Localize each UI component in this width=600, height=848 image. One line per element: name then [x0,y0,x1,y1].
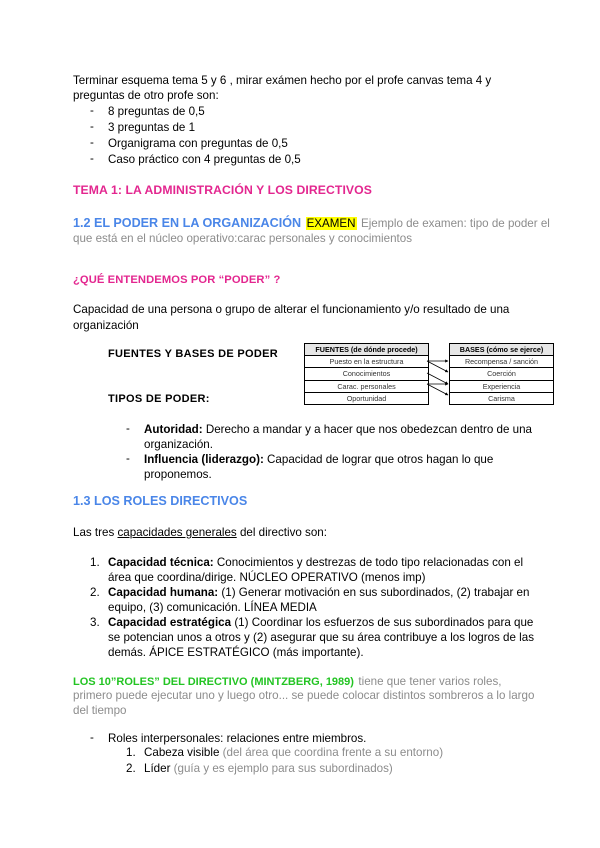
connector-arrows [426,343,451,405]
table-row: Coerción [450,368,553,380]
autoridad-text: Derecho a mandar y a hacer que nos obedezcan dentro de una [205,423,532,436]
bullet-dash: - [90,152,94,165]
capacidad-term: Capacidad técnica: [108,556,214,569]
arrow [427,361,448,372]
rol-term: Cabeza visible [144,746,220,759]
rol-note: (guía y es ejemplo para sus subordinados) [173,762,393,775]
rol-cabeza-visible [144,745,443,760]
capacidad-humana [108,585,529,600]
section-note-2: que está en el núcleo operativo:carac personales y conocimientos [73,232,412,245]
table-row: Puesto en la estructura [305,356,428,368]
intro-line-2: preguntas de otro profe son: [73,89,219,102]
table-header: BASES (cómo se ejerce) [450,344,553,356]
bullet-dash: - [126,422,130,435]
capacidad-text-2: equipo, (3) comunicación. LÍNEA MEDIA [108,601,317,614]
list-number: 1. [126,746,136,759]
autoridad-text-2: organización. [144,438,213,451]
list-item: 8 preguntas de 0,5 [108,105,205,118]
list-number: 2. [90,586,100,599]
section-1-2-heading [73,214,550,232]
table-row: Experiencia [450,381,553,393]
fuentes-label: FUENTES Y BASES DE PODER [108,348,278,360]
tema-title: TEMA 1: LA ADMINISTRACIÓN Y LOS DIRECTIVOS [73,183,372,197]
capacidad-text-2: área que coordina/dirige. NÚCLEO OPERATIVO (menos imp) [108,571,426,584]
list-number: 3. [90,616,100,629]
rol-note: (del área que coordina frente a su entorno) [222,746,444,759]
exam-badge: EXAMEN [306,217,356,230]
roles-note: tiene que tener varios roles, [358,675,502,688]
tipos-label: TIPOS DE PODER: [108,393,210,405]
capacidad-text-2: se potencian unos a otros y (2) asegurar que su área contribuye a los logros de las [108,631,534,644]
list-number: 1. [90,556,100,569]
section-note: Ejemplo de examen: tipo de poder el [361,217,550,230]
list-item: Caso práctico con 4 preguntas de 0,5 [108,153,301,166]
fuentes-table [304,343,429,405]
rol-term: Líder [144,762,171,775]
bullet-dash: - [90,120,94,133]
bullet-dash: - [90,731,94,744]
influencia-item [144,452,493,467]
roles-heading: LOS 10”ROLES” DEL DIRECTIVO (MINTZBERG, 1989) [73,676,354,688]
roles-note-3: del tiempo [73,704,127,717]
list-item: Organigrama con preguntas de 0,5 [108,137,288,150]
intro-line-1: Terminar esquema tema 5 y 6 , mirar exámen hecho por el profe canvas tema 4 y [73,74,492,87]
influencia-text: Capacidad de lograr que otros hagan lo que [267,453,494,466]
list-item: 3 preguntas de 1 [108,121,196,134]
roles-interpersonales: Roles interpersonales: relaciones entre miembros. [108,732,367,745]
rol-lider [144,761,393,776]
capacidad-text: (1) Coordinar los esfuerzos de sus subordinados para que [234,616,534,629]
table-row: Carisma [488,393,515,403]
influencia-term: Influencia (liderazgo): [144,453,264,466]
capacidad-term: Capacidad estratégica [108,616,232,629]
bullet-dash: - [126,452,130,465]
table-row: Recompensa / sanción [450,356,553,368]
autoridad-term: Autoridad: [144,423,203,436]
bases-table [449,343,554,405]
capacidad-text-3: demás. ÁPICE ESTRATÉGICO (más importante). [108,646,364,659]
table-row: Conocimientos [305,368,428,380]
bullet-dash: - [90,104,94,117]
poder-definition-2: organización [73,319,139,332]
table-row: Carac. personales [305,381,428,393]
arrow [427,373,448,384]
capacidad-tecnica [108,555,523,570]
capacidades-intro [73,525,327,540]
bullet-dash: - [90,136,94,149]
intro-text: Las tres [73,526,115,539]
influencia-text-2: proponemos. [144,468,212,481]
intro-text: del directivo son: [239,526,327,539]
poder-heading: ¿QUÉ ENTENDEMOS POR “PODER” ? [73,274,281,286]
arrow [427,384,448,395]
capacidad-text: (1) Generar motivación en sus subordinados, (2) trabajar en [221,586,530,599]
section-1-3-title: 1.3 LOS ROLES DIRECTIVOS [73,494,248,508]
roles-note-2: primero puede ejecutar uno y luego otro... se puede colocar distintos sombreros a lo largo [73,689,535,702]
capacidad-term: Capacidad humana: [108,586,219,599]
intro-underlined: capacidades generales [117,526,237,539]
list-number: 2. [126,762,136,775]
capacidad-estrategica [108,615,533,630]
table-header: FUENTES (de dónde procede) [305,344,428,356]
table-row: Oportunidad [346,393,387,403]
poder-definition-1: Capacidad de una persona o grupo de alterar el funcionamiento y/o resultado de una [73,303,510,316]
capacidad-text: Conocimientos y destrezas de todo tipo relacionadas con el [216,556,524,569]
autoridad-item [144,422,532,437]
section-title: 1.2 EL PODER EN LA ORGANIZACIÓN [73,216,302,230]
